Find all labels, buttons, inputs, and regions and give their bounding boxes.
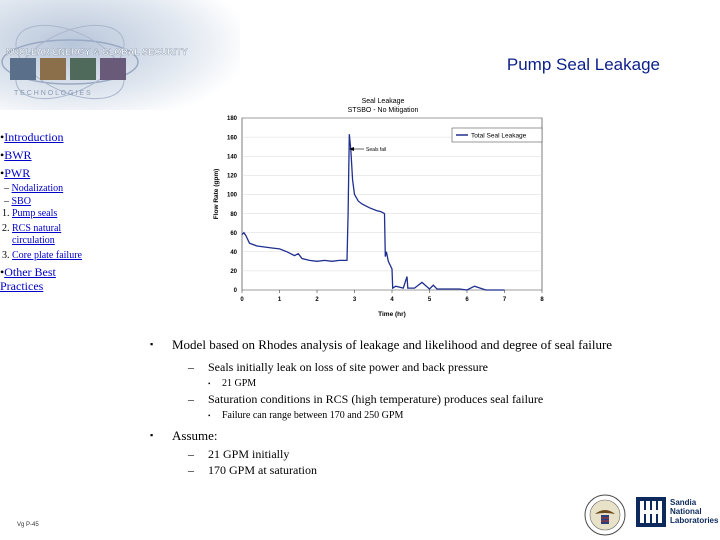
banner-photo	[10, 58, 36, 80]
banner-brand-text: NUCLEAR ENERGY & GLOBAL SECURITY	[6, 47, 188, 57]
banner-graphic	[0, 0, 240, 110]
x-tick-label: 2	[315, 297, 319, 303]
bullet-text: Seals initially leak on loss of site power and back pressure	[208, 360, 488, 374]
sidebar-nav	[0, 128, 92, 293]
sidebar-sbo-item-rcs[interactable]	[0, 223, 92, 247]
banner-photo	[40, 58, 66, 80]
sidebar-sbo-label[interactable]: Core plate failure	[12, 250, 82, 261]
sidebar-subitem-nodalization[interactable]: – Nodalization	[4, 183, 64, 194]
y-tick-label: 180	[226, 116, 237, 123]
sidebar-subitem-label[interactable]: SBO	[11, 196, 31, 207]
sidebar-subitem-sbo[interactable]: – SBO	[4, 196, 31, 207]
y-tick-label: 160	[226, 135, 237, 142]
chart-title: Seal Leakage	[361, 98, 405, 105]
sidebar-item-label[interactable]: BWR	[4, 148, 32, 162]
y-tick-label: 40	[230, 249, 237, 256]
bullet-text: 21 GPM	[222, 378, 257, 389]
sidebar-item-label[interactable]: Other Best Practices	[0, 265, 56, 293]
x-tick-label: 4	[390, 297, 394, 303]
sub-bullet-170gpm: – 170 GPM at saturation	[188, 463, 317, 477]
x-tick-label: 6	[465, 297, 469, 303]
y-tick-label: 80	[230, 211, 237, 218]
bullet-text: 170 GPM at saturation	[208, 463, 317, 477]
sidebar-sbo-item-pump-seals[interactable]	[0, 208, 92, 220]
chart-svg	[206, 92, 554, 322]
bullet-text: Saturation conditions in RCS (high temperature) produces seal failure	[208, 392, 544, 406]
sidebar-sbo-label[interactable]: Pump seals	[12, 208, 58, 219]
x-tick-label: 3	[352, 297, 357, 303]
sandia-logo-icon	[636, 497, 666, 527]
legend-label: Total Seal Leakage	[471, 132, 527, 140]
x-tick-label: 5	[427, 297, 432, 303]
sidebar-item-bwr[interactable]: •BWR	[0, 148, 32, 162]
x-tick-label: 0	[240, 297, 244, 303]
sub-bullet-initial-leak: – Seals initially leak on loss of site power and back pressure	[188, 360, 488, 374]
y-axis-label: Flow Rate (gpm)	[213, 168, 220, 220]
bullet-text: Assume:	[172, 428, 218, 443]
seal-leakage-chart	[206, 92, 554, 322]
content-bullets	[150, 337, 670, 481]
chart-legend	[452, 128, 542, 142]
annotation-label: Seals fail	[366, 147, 387, 153]
doe-seal-icon	[584, 494, 626, 536]
sidebar-sbo-label[interactable]: RCS natural circulation	[12, 223, 62, 246]
y-tick-label: 140	[226, 154, 237, 161]
sidebar-sbo-item-core-plate[interactable]	[0, 250, 92, 262]
y-tick-label: 20	[230, 269, 237, 276]
bullet-assume: ▪ Assume:	[150, 428, 218, 443]
sub-sub-bullet-failure-range: • Failure can range between 170 and 250 GPM	[208, 410, 404, 421]
sub-bullet-saturation: – Saturation conditions in RCS (high temperature) produces seal failure	[188, 392, 544, 406]
x-axis-label: Time (hr)	[378, 311, 406, 318]
banner-tech-text: T E C H N O L O G I E S	[14, 90, 91, 97]
y-tick-label: 100	[226, 192, 237, 199]
y-axis-ticks	[227, 116, 238, 294]
bullet-text: 21 GPM initially	[208, 447, 290, 461]
slide-title: Pump Seal Leakage	[506, 55, 660, 74]
banner-photo	[70, 58, 96, 80]
list-number: 2.	[2, 223, 10, 234]
bullet-text: Failure can range between 170 and 250 GPM	[222, 410, 404, 421]
bullet-model: ▪ Model based on Rhodes analysis of leakage and likelihood and degree of seal failure	[150, 337, 613, 352]
sidebar-item-introduction[interactable]: •Introduction	[0, 130, 64, 144]
sidebar-item-label[interactable]: PWR	[4, 166, 31, 180]
list-number: 1.	[2, 208, 10, 219]
footer-slide-number: Vg P-45	[17, 522, 39, 528]
y-tick-label: 0	[233, 288, 237, 295]
list-number: 3.	[2, 250, 10, 261]
sub-bullet-21gpm-initially: – 21 GPM initially	[188, 447, 290, 461]
x-tick-label: 1	[277, 297, 282, 303]
x-tick-label: 8	[540, 297, 544, 303]
sub-sub-bullet-21gpm: • 21 GPM	[208, 378, 257, 389]
sidebar-item-pwr[interactable]: •PWR	[0, 166, 31, 180]
nuclear-energy-banner	[0, 0, 240, 110]
logo-line: National	[670, 507, 702, 516]
sidebar-item-label[interactable]: Introduction	[4, 130, 64, 144]
x-axis-ticks	[240, 290, 544, 303]
sidebar-subitem-label[interactable]: Nodalization	[11, 183, 64, 194]
sandia-logo-text	[670, 498, 718, 525]
banner-photo	[100, 58, 126, 80]
bullet-text: Model based on Rhodes analysis of leakage and likelihood and degree of seal failure	[172, 337, 613, 352]
logo-line: Sandia	[670, 498, 697, 507]
y-tick-label: 60	[230, 230, 237, 237]
x-tick-label: 7	[502, 297, 507, 303]
y-tick-label: 120	[226, 173, 237, 180]
logo-line: Laboratories	[670, 516, 719, 525]
chart-subtitle: STSBO - No Mitigation	[347, 107, 419, 114]
sidebar-item-other[interactable]: •Other Best Practices	[0, 265, 56, 293]
plot-area	[242, 118, 542, 290]
